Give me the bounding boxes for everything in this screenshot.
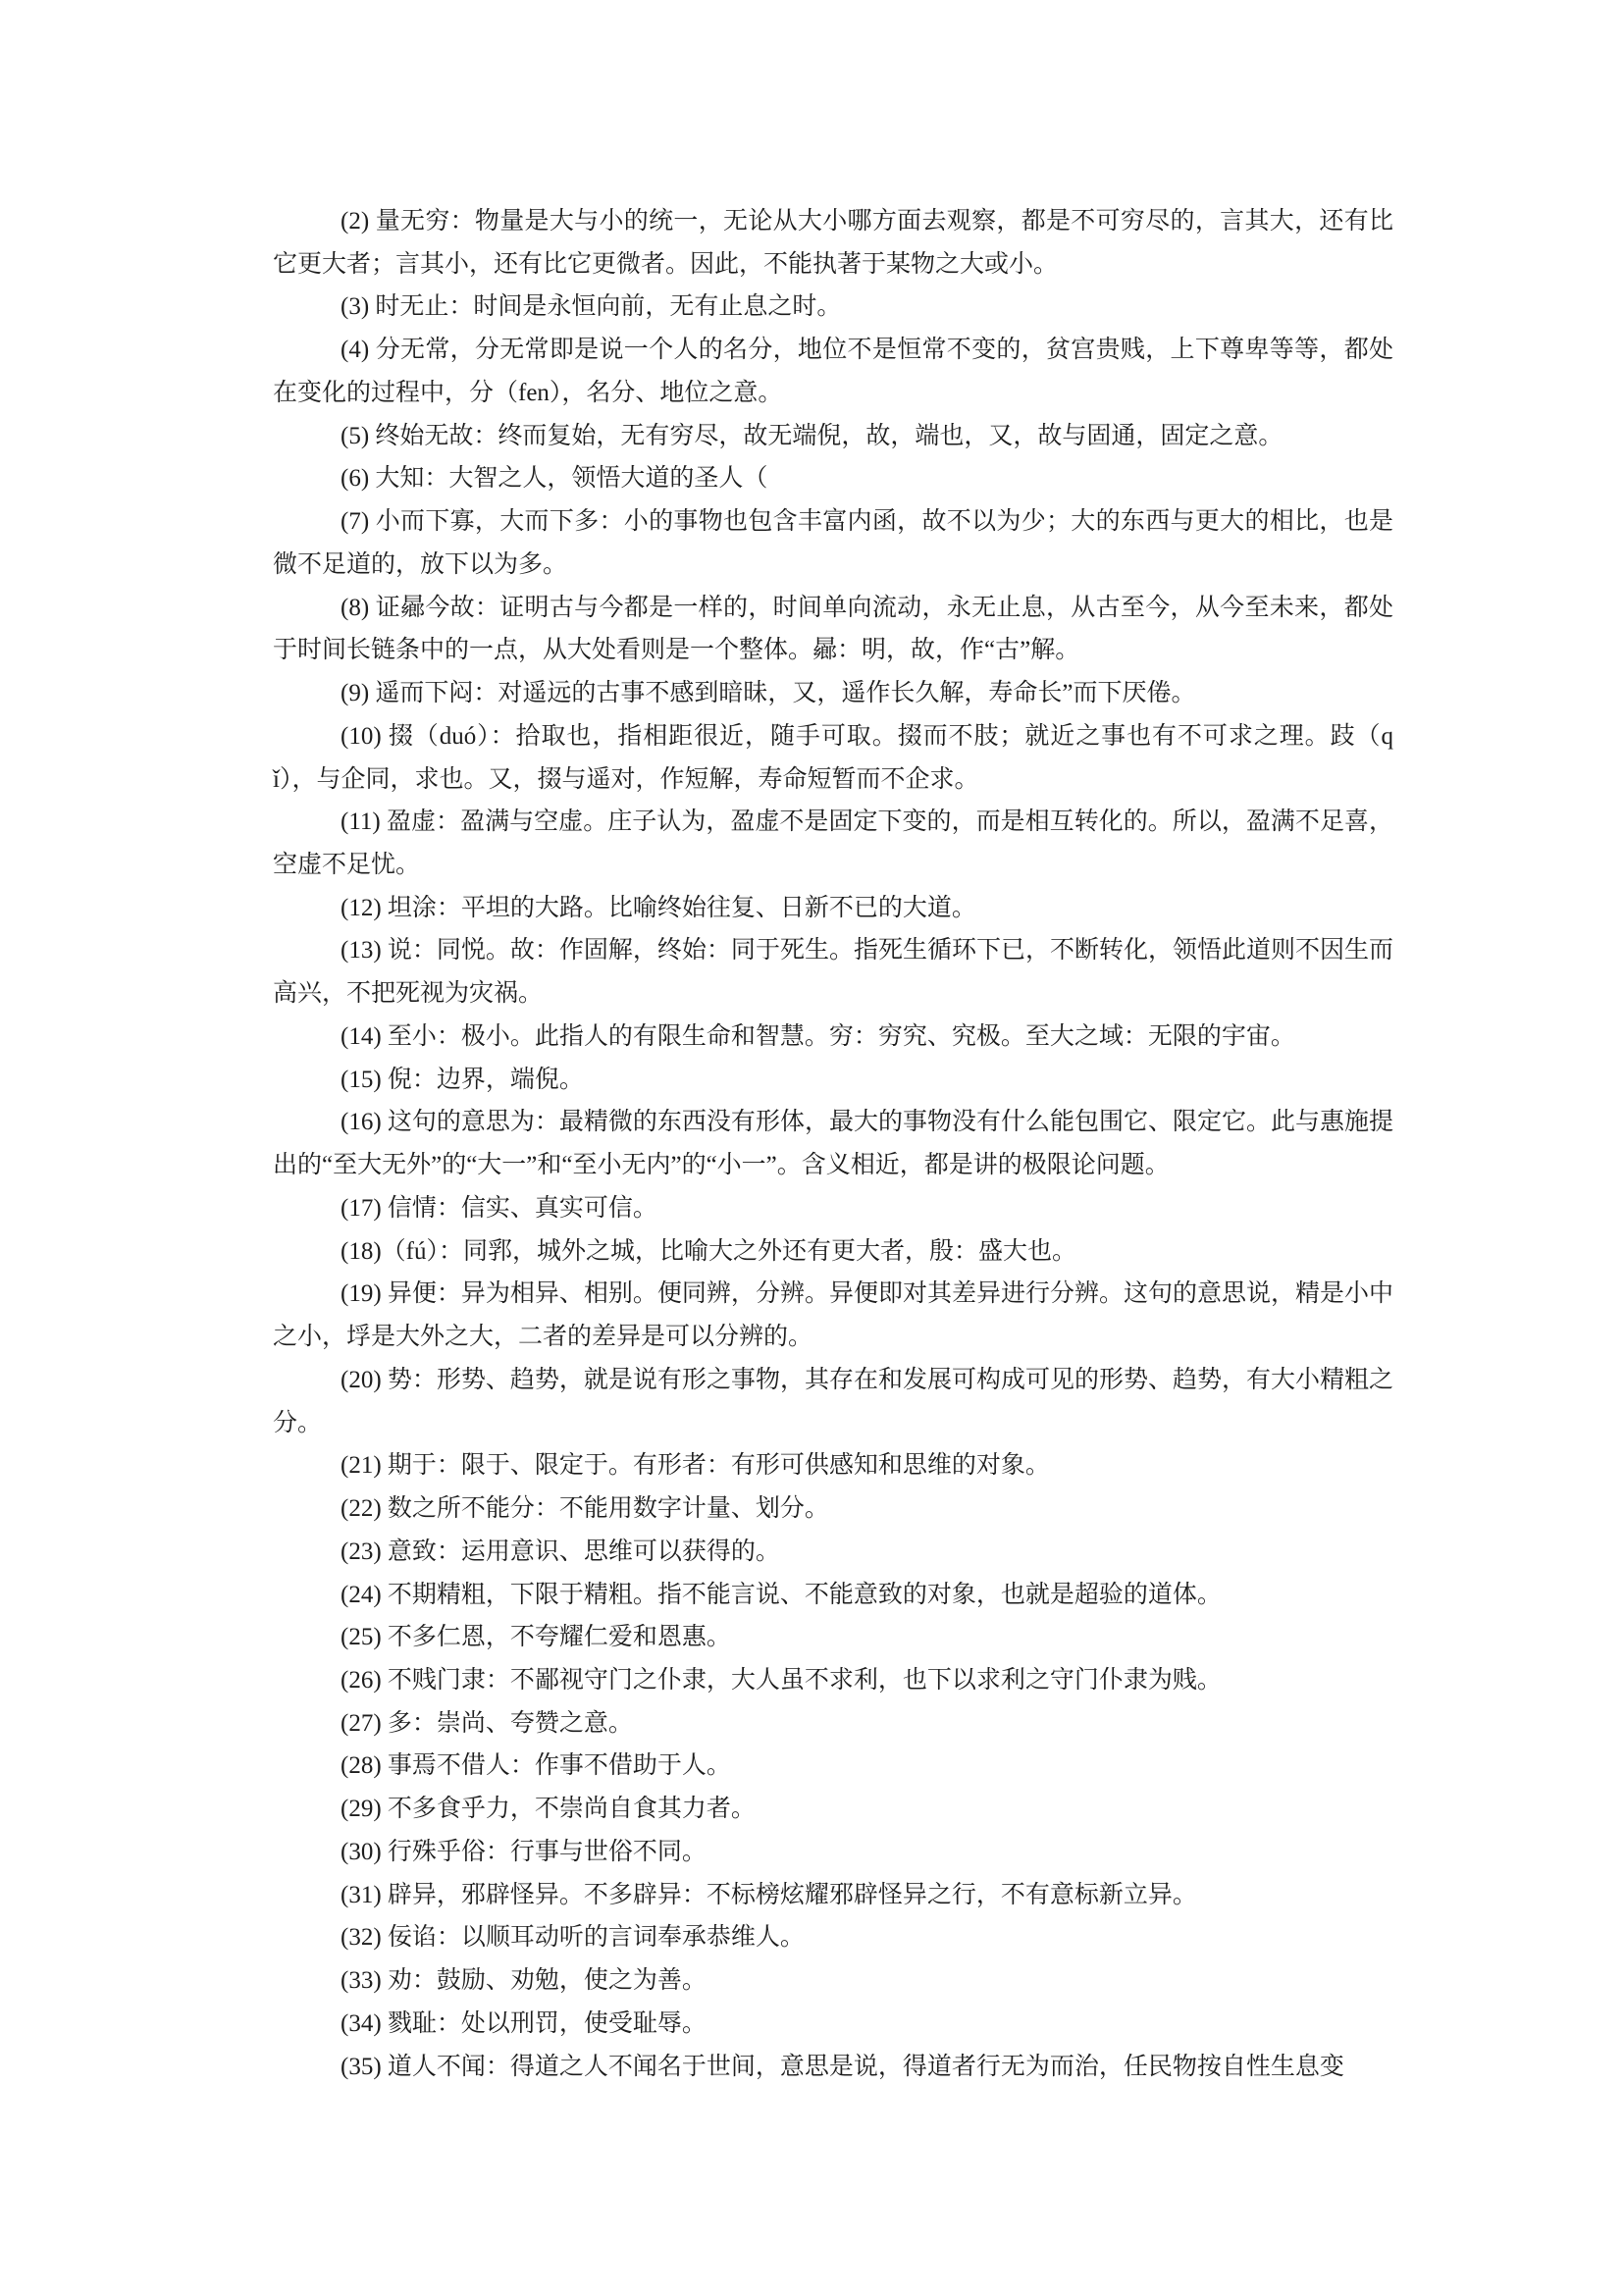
annotations-list	[273, 200, 1393, 2088]
annotation-paragraph: (35) 道人不闻：得道之人不闻名于世间，意思是说，得道者行无为而治，任民物按自性生息变	[341, 2053, 1344, 2080]
annotation-paragraph: (13) 说：同悦。故：作固解，终始：同于死生。指死生循环下已，不断转化，领悟此道则不因生而高兴，不把死视为灾祸。	[273, 937, 1393, 1008]
annotation-paragraph: (32) 佞谄：以顺耳动听的言词奉承恭维人。	[341, 1924, 805, 1952]
annotation-paragraph: (23) 意致：运用意识、思维可以获得的。	[341, 1538, 780, 1565]
annotation-paragraph: (15) 倪：边界，端倪。	[341, 1066, 584, 1093]
annotation-paragraph: (2) 量无穷：物量是大与小的统一，无论从大小哪方面去观察，都是不可穷尽的，言其大，还有比它更大者；言其小，还有比它更微者。因此，不能执著于某物之大或小。	[273, 208, 1393, 278]
annotation-paragraph: (24) 不期精粗，下限于精粗。指不能言说、不能意致的对象，也就是超验的道体。	[341, 1581, 1222, 1608]
annotation-paragraph: (5) 终始无故：终而复始，无有穷尽，故无端倪，故，端也，又，故与固通，固定之意。	[341, 422, 1283, 449]
annotation-paragraph: (29) 不多食乎力，不崇尚自食其力者。	[341, 1796, 756, 1823]
annotation-paragraph: (31) 辟异，邪辟怪异。不多辟异：不标榜炫耀邪辟怪异之行，不有意标新立异。	[341, 1881, 1197, 1908]
annotation-paragraph: (11) 盈虚：盈满与空虚。庄子认为，盈虚不是固定下变的，而是相互转化的。所以，盈满不足喜，空虚不足忧。	[273, 808, 1393, 879]
annotation-paragraph: (34) 戮耻：处以刑罚，使受耻辱。	[341, 2009, 707, 2037]
annotation-paragraph: (7) 小而下寡，大而下多：小的事物也包含丰富内函，故不以为少；大的东西与更大的相比，也是微不足道的，放下以为多。	[273, 508, 1393, 578]
annotation-paragraph: (21) 期于：限于、限定于。有形者：有形可供感知和思维的对象。	[341, 1452, 1050, 1480]
annotation-paragraph: (22) 数之所不能分：不能用数字计量、划分。	[341, 1495, 829, 1523]
annotation-paragraph: (12) 坦涂：平坦的大路。比喻终始往复、日新不已的大道。	[341, 894, 976, 921]
annotation-paragraph: (6) 大知：大智之人，领悟大道的圣人（	[341, 465, 768, 493]
annotation-paragraph: (16) 这句的意思为：最精微的东西没有形体，最大的事物没有什么能包围它、限定它。此与惠施提出的“至大无外”的“大一”和“至小无内”的“小一”。含义相近，都是讲的极限论问题。	[273, 1109, 1393, 1179]
annotation-paragraph: (3) 时无止：时间是永恒向前，无有止息之时。	[341, 293, 842, 321]
annotation-paragraph: (33) 劝：鼓励、劝勉，使之为善。	[341, 1967, 707, 1995]
annotation-paragraph: (18)（fú）：同郛，城外之城，比喻大之外还有更大者，殷：盛大也。	[341, 1237, 1076, 1265]
annotation-paragraph: (10) 掇（duó）：拾取也，指相距很近，随手可取。掇而不肢；就近之事也有不可求之理。跂（q​ǐ），与企同，求也。又，掇与遥对，作短解，寿命短暂而不企求。	[273, 722, 1393, 793]
annotation-paragraph: (19) 异便：异为相异、相别。便同辨，分辨。异便即对其差异进行分辨。这句的意思说，精是小中之小，垺是大外之大，二者的差异是可以分辨的。	[273, 1280, 1393, 1351]
annotation-paragraph: (25) 不多仁恩，不夸耀仁爱和恩惠。	[341, 1624, 731, 1651]
annotation-paragraph: (14) 至小：极小。此指人的有限生命和智慧。穷：穷究、究极。至大之域：无限的宇宙。	[341, 1022, 1295, 1050]
annotation-paragraph: (20) 势：形势、趋势，就是说有形之事物，其存在和发展可构成可见的形势、趋势，有大小精粗之分。	[273, 1366, 1393, 1436]
annotation-paragraph: (8) 证曏今故：证明古与今都是一样的，时间单向流动，永无止息，从古至今，从今至未来，都处于时间长链条中的一点，从大处看则是一个整体。曏：明，故，作“古”解。	[273, 594, 1393, 664]
annotation-paragraph: (17) 信情：信实、真实可信。	[341, 1194, 657, 1222]
annotation-paragraph: (28) 事焉不借人：作事不借助于人。	[341, 1752, 731, 1780]
annotation-paragraph: (30) 行殊乎俗：行事与世俗不同。	[341, 1838, 707, 1865]
annotation-paragraph: (9) 遥而下闷：对遥远的古事不感到暗昧，又，遥作长久解，寿命长”而下厌倦。	[341, 680, 1196, 707]
annotation-paragraph: (26) 不贱门隶：不鄙视守门之仆隶，大人虽不求利，也下以求利之守门仆隶为贱。	[341, 1666, 1222, 1694]
annotation-paragraph: (27) 多：崇尚、夸赞之意。	[341, 1709, 633, 1737]
annotation-paragraph: (4) 分无常，分无常即是说一个人的名分，地位不是恒常不变的，贫宫贵贱，上下尊卑等等，都处在变化的过程中，分（fen），名分、地位之意。	[273, 337, 1393, 406]
